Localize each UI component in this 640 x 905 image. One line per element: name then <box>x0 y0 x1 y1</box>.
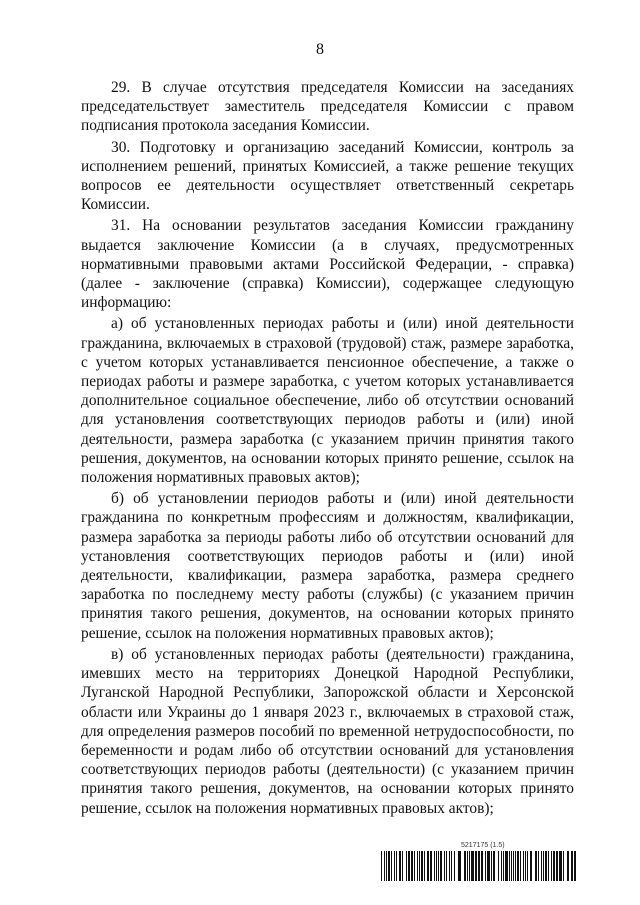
barcode-icon <box>381 851 577 881</box>
paragraph-31-v: в) об установленных периодах работы (деятельности) гражданина, имевших место на территориях Донецкой Народной Республики, Луганской Народной Республики, Запорожской области и Херсонской области или Украины до 1 января 2023 г., включаемых в страховой стаж, для определения размеров пособий по временной нетрудоспособности, по беременности и родам либо об отсутствии оснований для установления соответствующих периодов работы (деятельности) (с указанием причин принятия такого решения, документов, на основании которых принято решение, ссылок на положения нормативных правовых актов); <box>81 645 574 817</box>
barcode-label: 5217175 (1.5) <box>461 842 505 849</box>
paragraph-29: 29. В случае отсутствия председателя Комиссии на заседаниях председательствует заместитель председателя Комиссии с правом подписания протокола заседания Комиссии. <box>81 79 574 135</box>
document-body <box>81 78 574 820</box>
paragraph-31-b: б) об установлении периодов работы и (или) иной деятельности гражданина по конкретным профессиям и должностям, квалификации, размера заработка за периоды работы либо об отсутствии оснований для установления соответствующих периодов работы и (или) иной деятельности, квалификации, размера заработка, размера среднего заработка по последнему месту работы (службы) (с указанием причин принятия такого решения, документов, на основании которых принято решение, ссылок на положения нормативных правовых актов); <box>81 490 574 642</box>
paragraph-31: 31. На основании результатов заседания Комиссии гражданину выдается заключение Комиссии (а в случаях, предусмотренных нормативными правовыми актами Российской Федерации, - справка) (далее - заключение (справка) Комиссии), содержащее следующую информацию: <box>81 217 574 312</box>
paragraph-30: 30. Подготовку и организацию заседаний Комиссии, контроль за исполнением решений, принятых Комиссией, а также решение текущих вопросов ее деятельности осуществляет ответственный секретарь Комиссии. <box>81 138 574 214</box>
page-number: 8 <box>316 41 324 58</box>
barcode-block <box>381 842 577 882</box>
paragraph-31-a: а) об установленных периодах работы и (или) иной деятельности гражданина, включаемых в страховой (трудовой) стаж, размере заработка, с учетом которых устанавливается пенсионное обеспечение, а также о периодах работы и размере заработка, с учетом которых устанавливается дополнительное социальное обеспечение, либо об отсутствии оснований для установления соответствующих периодов работы и (или) иной деятельности, размера заработка (с указанием причин принятия такого решения, документов, на основании которых принято решение, ссылок на положения нормативных правовых актов); <box>81 315 574 487</box>
